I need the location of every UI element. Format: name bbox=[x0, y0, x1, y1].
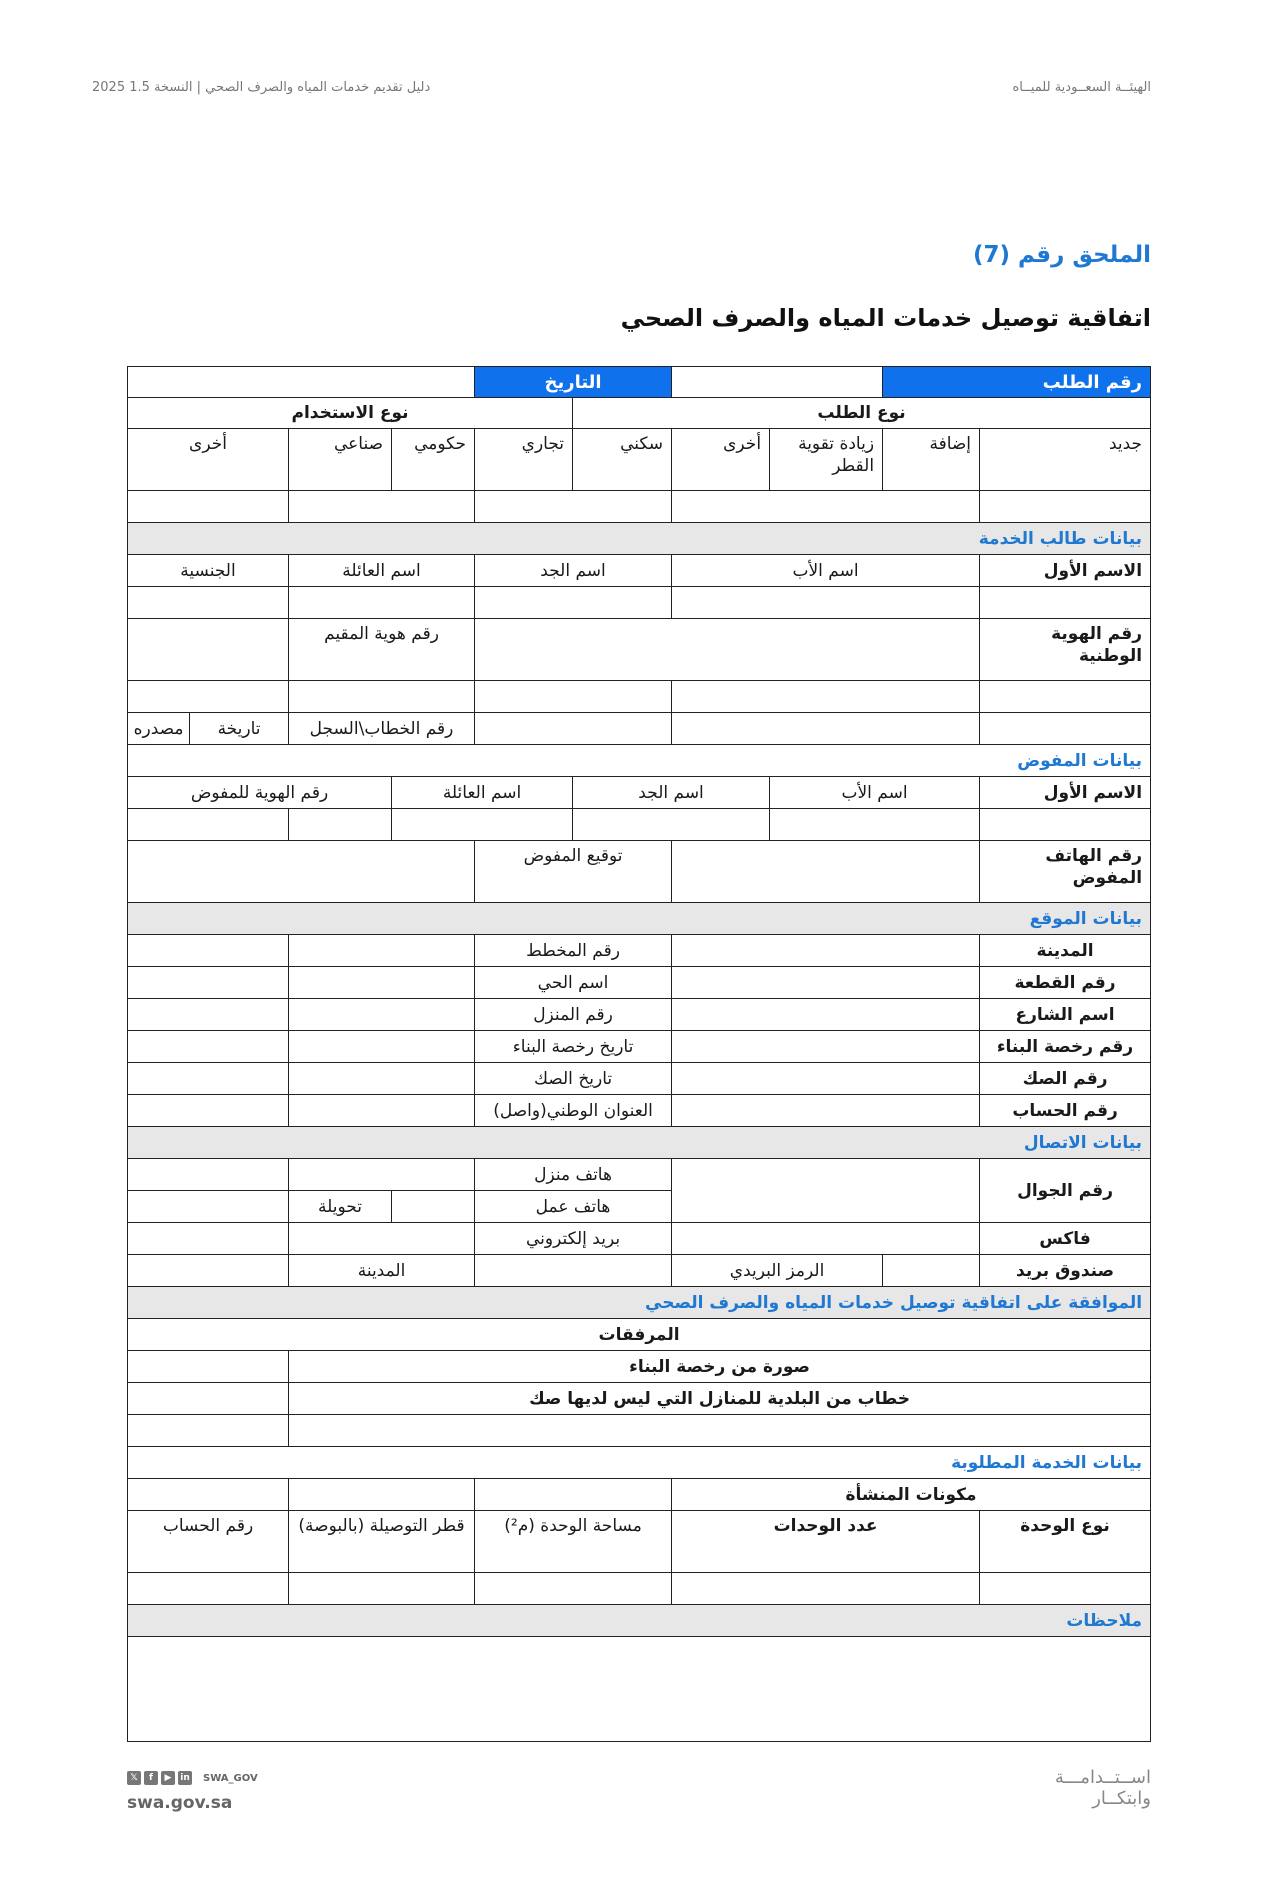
facebook-icon[interactable]: f bbox=[144, 1771, 158, 1785]
x-icon[interactable]: 𝕏 bbox=[127, 1771, 141, 1785]
postal-code-field[interactable] bbox=[475, 1255, 672, 1287]
applicant-section-title: بيانات طالب الخدمة bbox=[128, 523, 1151, 555]
letter-source-label: مصدره bbox=[133, 718, 184, 739]
website-link[interactable]: swa.gov.sa bbox=[127, 1793, 233, 1813]
letter-no-label: رقم الخطاب\السجل bbox=[289, 713, 475, 745]
loc-permit-date-field-b[interactable] bbox=[128, 1031, 289, 1063]
loc-deed-date-label: تاريخ الصك bbox=[475, 1063, 672, 1095]
service-account-field[interactable] bbox=[128, 1573, 289, 1605]
loc-permit-date-label: تاريخ رخصة البناء bbox=[475, 1031, 672, 1063]
loc-house-field-b[interactable] bbox=[128, 999, 289, 1031]
applicant-nationality-field[interactable] bbox=[128, 587, 289, 619]
delegate-section-title: بيانات المفوض bbox=[128, 745, 1151, 777]
loc-plan-field-b[interactable] bbox=[128, 935, 289, 967]
attachment-check-2[interactable] bbox=[128, 1383, 289, 1415]
applicant-grandfather-label: اسم الجد bbox=[475, 555, 672, 587]
fax-label: فاكس bbox=[980, 1223, 1151, 1255]
usage-check-a[interactable] bbox=[475, 491, 672, 523]
work-phone-field[interactable] bbox=[392, 1191, 475, 1223]
loc-deed-label: رقم الصك bbox=[980, 1063, 1151, 1095]
usage-commercial: تجاري bbox=[475, 429, 573, 491]
postal-code-label: الرمز البريدي bbox=[672, 1255, 883, 1287]
loc-house-label: رقم المنزل bbox=[475, 999, 672, 1031]
attachments-title: المرفقات bbox=[128, 1319, 1151, 1351]
delegate-id-field[interactable] bbox=[289, 809, 392, 841]
notes-field[interactable] bbox=[128, 1637, 1151, 1742]
delegate-phone-label: رقم الهاتف المفوض bbox=[980, 841, 1151, 903]
loc-deed-date-field-b[interactable] bbox=[128, 1063, 289, 1095]
mobile-field[interactable] bbox=[672, 1159, 980, 1223]
loc-national-address-label: العنوان الوطني(واصل) bbox=[475, 1095, 672, 1127]
usage-other: أخرى bbox=[128, 429, 289, 491]
req-type-diameter: زيادة تقوية القطر bbox=[770, 429, 883, 491]
facility-blank-c[interactable] bbox=[128, 1479, 289, 1511]
request-number-field[interactable] bbox=[672, 367, 883, 398]
extension-field[interactable] bbox=[128, 1191, 289, 1223]
letter-date-source bbox=[128, 713, 289, 745]
loc-permit-label: رقم رخصة البناء bbox=[980, 1031, 1151, 1063]
loc-city-label: المدينة bbox=[980, 935, 1151, 967]
unit-type-label: نوع الوحدة bbox=[980, 1511, 1151, 1573]
loc-account-field[interactable] bbox=[672, 1095, 980, 1127]
home-phone-label: هاتف منزل bbox=[475, 1159, 672, 1191]
req-type-check[interactable] bbox=[672, 491, 980, 523]
req-type-other: أخرى bbox=[672, 429, 770, 491]
attachment-check-1[interactable] bbox=[128, 1351, 289, 1383]
loc-house-field[interactable] bbox=[289, 999, 475, 1031]
attachment-check-3[interactable] bbox=[128, 1415, 289, 1447]
applicant-father-label: اسم الأب bbox=[672, 555, 980, 587]
unit-area-label: مساحة الوحدة (م²) bbox=[475, 1511, 672, 1573]
letter-date-label: تاريخة bbox=[189, 713, 288, 744]
loc-city-field[interactable] bbox=[672, 935, 980, 967]
location-section-title: بيانات الموقع bbox=[128, 903, 1151, 935]
blank-a[interactable] bbox=[980, 681, 1151, 713]
delegate-id-field-b[interactable] bbox=[128, 809, 289, 841]
loc-street-field[interactable] bbox=[672, 999, 980, 1031]
request-type-label: نوع الطلب bbox=[573, 398, 1151, 429]
delegate-grandfather-field[interactable] bbox=[573, 809, 770, 841]
usage-type-label: نوع الاستخدام bbox=[128, 398, 573, 429]
annex-title: الملحق رقم (7) bbox=[972, 242, 1151, 268]
delegate-first-name-field[interactable] bbox=[980, 809, 1151, 841]
delegate-signature-label: توقيع المفوض bbox=[475, 841, 672, 903]
letter-no-field-c[interactable] bbox=[475, 713, 672, 745]
delegate-first-name-label: الاسم الأول bbox=[980, 777, 1151, 809]
loc-national-address-field-b[interactable] bbox=[128, 1095, 289, 1127]
national-id-field[interactable] bbox=[475, 619, 980, 681]
service-section-title: بيانات الخدمة المطلوبة bbox=[128, 1447, 1151, 1479]
document-title: اتفاقية توصيل خدمات المياه والصرف الصحي bbox=[620, 304, 1151, 332]
applicant-father-field[interactable] bbox=[672, 587, 980, 619]
loc-plan-label: رقم المخطط bbox=[475, 935, 672, 967]
footer-slogan bbox=[1055, 1768, 1151, 1809]
request-number-label: رقم الطلب bbox=[883, 367, 1151, 398]
applicant-first-name-label: الاسم الأول bbox=[980, 555, 1151, 587]
attachment-municipality-letter: خطاب من البلدية للمنازل التي ليس لديها صك bbox=[289, 1383, 1151, 1415]
delegate-grandfather-label: اسم الجد bbox=[573, 777, 770, 809]
contact-city-label: المدينة bbox=[289, 1255, 475, 1287]
applicant-first-name-field[interactable] bbox=[980, 587, 1151, 619]
unit-count-label: عدد الوحدات bbox=[672, 1511, 980, 1573]
fax-field[interactable] bbox=[672, 1223, 980, 1255]
usage-residential: سكني bbox=[573, 429, 672, 491]
req-type-new: جديد bbox=[980, 429, 1151, 491]
slogan-line-1: اســتــدامـــة bbox=[1054, 1767, 1151, 1788]
loc-plot-label: رقم القطعة bbox=[980, 967, 1151, 999]
delegate-family-label: اسم العائلة bbox=[392, 777, 573, 809]
delegate-signature-field[interactable] bbox=[128, 841, 475, 903]
delegate-father-label: اسم الأب bbox=[770, 777, 980, 809]
unit-area-field[interactable] bbox=[475, 1573, 672, 1605]
delegate-father-field[interactable] bbox=[770, 809, 980, 841]
loc-street-label: اسم الشارع bbox=[980, 999, 1151, 1031]
email-field-b[interactable] bbox=[128, 1223, 289, 1255]
loc-national-address-field[interactable] bbox=[289, 1095, 475, 1127]
contact-section-title: بيانات الاتصال bbox=[128, 1127, 1151, 1159]
home-phone-field[interactable] bbox=[289, 1159, 475, 1191]
blank-b[interactable] bbox=[672, 681, 980, 713]
req-type-new-check[interactable] bbox=[980, 491, 1151, 523]
facility-blank-a[interactable] bbox=[475, 1479, 672, 1511]
resident-id-label: رقم هوية المقيم bbox=[289, 619, 475, 681]
loc-deed-field[interactable] bbox=[672, 1063, 980, 1095]
delegate-phone-field[interactable] bbox=[672, 841, 980, 903]
email-field[interactable] bbox=[289, 1223, 475, 1255]
connection-diameter-field[interactable] bbox=[289, 1573, 475, 1605]
blank-d[interactable] bbox=[289, 681, 475, 713]
work-phone-label: هاتف عمل bbox=[475, 1191, 672, 1223]
attachment-building-permit: صورة من رخصة البناء bbox=[289, 1351, 1151, 1383]
connection-diameter-label: قطر التوصيلة (بالبوصة) bbox=[289, 1511, 475, 1573]
loc-plan-field[interactable] bbox=[289, 935, 475, 967]
attachment-extra-field[interactable] bbox=[289, 1415, 1151, 1447]
usage-industrial: صناعي bbox=[289, 429, 392, 491]
slogan-line-2: وابتكــار bbox=[1092, 1787, 1151, 1809]
loc-permit-date-field[interactable] bbox=[289, 1031, 475, 1063]
req-type-add: إضافة bbox=[883, 429, 980, 491]
facility-blank-b[interactable] bbox=[289, 1479, 475, 1511]
social-handle: SWA_GOV bbox=[203, 1772, 258, 1784]
mobile-label: رقم الجوال bbox=[980, 1159, 1151, 1223]
social-links bbox=[127, 1771, 258, 1785]
po-box-label: صندوق بريد bbox=[980, 1255, 1151, 1287]
loc-district-field-b[interactable] bbox=[128, 967, 289, 999]
national-id-label: رقم الهوية الوطنية bbox=[980, 619, 1151, 681]
blank-c[interactable] bbox=[475, 681, 672, 713]
letter-no-field-b[interactable] bbox=[672, 713, 980, 745]
linkedin-icon[interactable]: in bbox=[178, 1771, 192, 1785]
agreement-title: الموافقة على اتفاقية توصيل خدمات المياه والصرف الصحي bbox=[128, 1287, 1151, 1319]
guide-version: دليل تقديم خدمات المياه والصرف الصحي | النسخة 1.5 2025 bbox=[92, 80, 431, 95]
contact-city-field[interactable] bbox=[128, 1255, 289, 1287]
usage-governmental: حكومي bbox=[392, 429, 475, 491]
delegate-id-label: رقم الهوية للمفوض bbox=[128, 777, 392, 809]
service-account-label: رقم الحساب bbox=[128, 1511, 289, 1573]
loc-plot-field[interactable] bbox=[672, 967, 980, 999]
facility-components-label: مكونات المنشأة bbox=[672, 1479, 1151, 1511]
usage-check-c[interactable] bbox=[128, 491, 289, 523]
applicant-family-field[interactable] bbox=[289, 587, 475, 619]
loc-district-label: اسم الحي bbox=[475, 967, 672, 999]
blank-e[interactable] bbox=[128, 681, 289, 713]
email-label: بريد إلكتروني bbox=[475, 1223, 672, 1255]
home-phone-field-b[interactable] bbox=[128, 1159, 289, 1191]
extension-label: تحويلة bbox=[289, 1191, 392, 1223]
form-table bbox=[127, 366, 1151, 1742]
org-name: الهيئــة السعــودية للميــاه bbox=[1012, 80, 1151, 95]
notes-section-title: ملاحظات bbox=[128, 1605, 1151, 1637]
loc-account-label: رقم الحساب bbox=[980, 1095, 1151, 1127]
agreement-form bbox=[127, 366, 1150, 1740]
loc-deed-date-field[interactable] bbox=[289, 1063, 475, 1095]
loc-district-field[interactable] bbox=[289, 967, 475, 999]
applicant-family-label: اسم العائلة bbox=[289, 555, 475, 587]
po-box-field[interactable] bbox=[883, 1255, 980, 1287]
unit-type-field[interactable] bbox=[980, 1573, 1151, 1605]
unit-count-field[interactable] bbox=[672, 1573, 980, 1605]
delegate-family-field[interactable] bbox=[392, 809, 573, 841]
date-label: التاريخ bbox=[475, 367, 672, 398]
letter-no-field[interactable] bbox=[980, 713, 1151, 745]
applicant-nationality-label: الجنسية bbox=[128, 555, 289, 587]
resident-id-field[interactable] bbox=[128, 619, 289, 681]
loc-permit-field[interactable] bbox=[672, 1031, 980, 1063]
applicant-grandfather-field[interactable] bbox=[475, 587, 672, 619]
youtube-icon[interactable]: ▶ bbox=[161, 1771, 175, 1785]
usage-check-b[interactable] bbox=[289, 491, 475, 523]
date-field[interactable] bbox=[128, 367, 475, 398]
